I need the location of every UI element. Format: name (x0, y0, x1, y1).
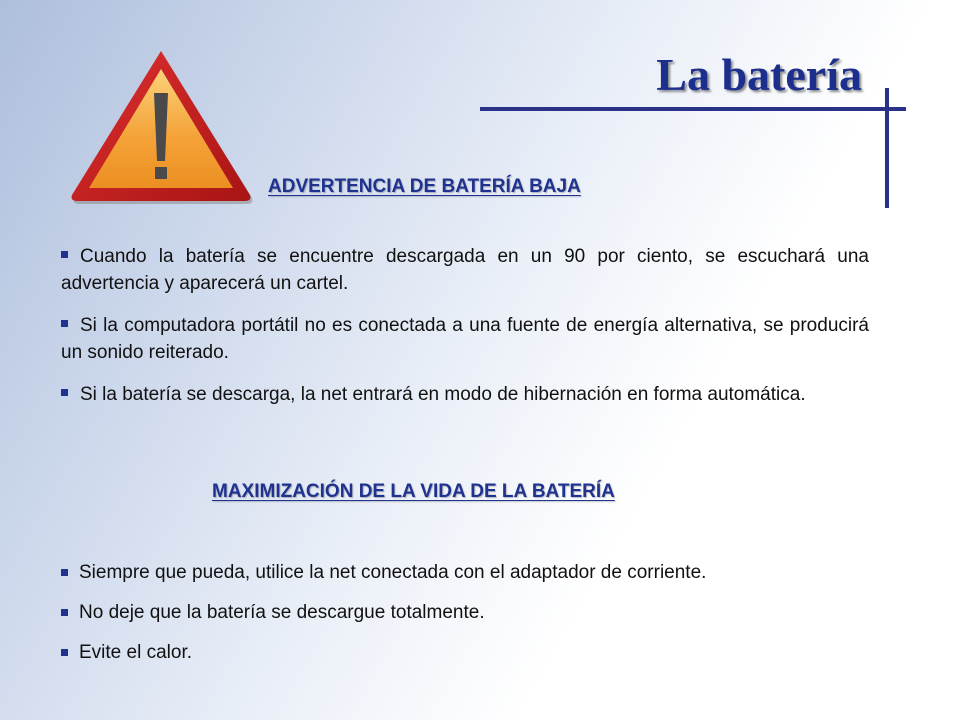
list-item (61, 243, 869, 297)
list-item-text: Si la batería se descarga, la net entrará en modo de hibernación en forma automática. (80, 384, 806, 405)
list-item-text: Cuando la batería se encuentre descargada en un 90 por ciento, se escuchará una advertencia y aparecerá un cartel. (61, 246, 869, 294)
bullet-square-icon (61, 320, 68, 327)
bullet-square-icon (61, 609, 68, 616)
bullet-square-icon (61, 649, 68, 656)
battery-life-list (61, 559, 881, 679)
list-item-text: Evite el calor. (79, 642, 192, 663)
title-vertical-rule (885, 88, 889, 208)
list-item (61, 639, 881, 666)
bullet-square-icon (61, 389, 68, 396)
bullet-square-icon (61, 251, 68, 258)
page-title: La batería (656, 49, 862, 100)
bullet-square-icon (61, 569, 68, 576)
section-heading-battery-life: MAXIMIZACIÓN DE LA VIDA DE LA BATERÍA (212, 481, 615, 502)
low-battery-list (61, 243, 869, 423)
list-item-text: No deje que la batería se descargue totalmente. (79, 602, 485, 623)
list-item (61, 381, 869, 408)
list-item (61, 599, 881, 626)
section-heading-low-battery: ADVERTENCIA DE BATERÍA BAJA (268, 176, 581, 197)
list-item-text: Si la computadora portátil no es conectada a una fuente de energía alternativa, se producirá un sonido reiterado. (61, 315, 869, 363)
list-item (61, 312, 869, 366)
list-item-text: Siempre que pueda, utilice la net conectada con el adaptador de corriente. (79, 562, 707, 583)
list-item (61, 559, 881, 586)
warning-icon (68, 45, 254, 205)
title-underline-rule (480, 107, 906, 111)
